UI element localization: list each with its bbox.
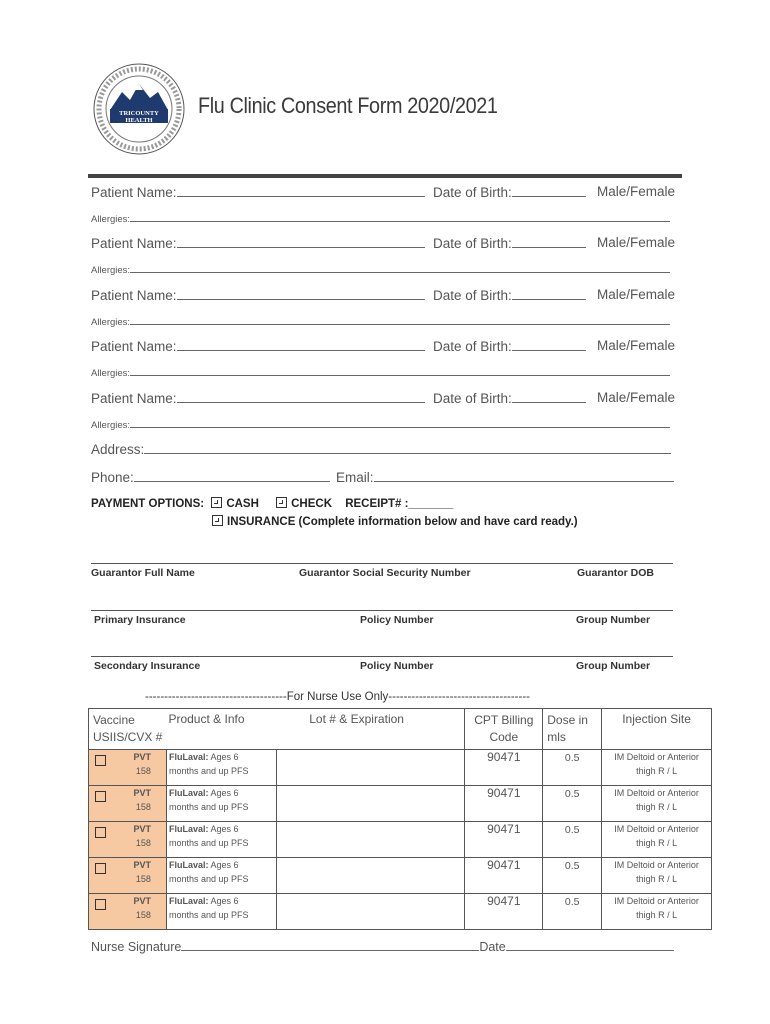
email-line[interactable] [374,469,674,482]
dose-cell: 0.5 [543,750,602,786]
sex-option[interactable]: Male/Female [597,235,676,250]
nurse-signature-line[interactable] [181,938,479,951]
vaccine-checkbox[interactable] [95,755,106,766]
nurse-table-row [89,786,712,822]
site-line-2: thigh R / L [636,838,678,848]
patient-name-line[interactable] [177,184,425,197]
nurse-date-line[interactable] [506,938,674,951]
guarantor-ssn-label: Guarantor Social Security Number [299,567,471,579]
nurse-table-row [89,858,712,894]
product-brand: FluLaval: [168,860,209,870]
tricounty-health-logo [92,62,186,156]
product-info-2: months and up PFS [168,838,249,848]
site-line-1: IM Deltoid or Anterior [614,752,699,762]
guarantor-name-label: Guarantor Full Name [91,567,195,579]
sex-option[interactable]: Male/Female [597,390,676,405]
site-line-2: thigh R / L [636,766,678,776]
vaccine-checkbox[interactable] [95,899,106,910]
patient-name-label: Patient Name: [91,236,177,251]
secondary-group-label: Group Number [576,660,651,672]
vaccine-cvx: 158 [135,766,151,776]
patient-name-line[interactable] [177,338,425,351]
patient-name-label: Patient Name: [91,391,177,406]
cpt-cell: 90471 [465,894,543,930]
allergies-label: Allergies: [91,368,131,379]
dob-row [433,338,586,354]
patient-row [91,235,425,251]
phone-line[interactable] [134,469,330,482]
vaccine-checkbox[interactable] [95,791,106,802]
cash-label: CASH [226,498,259,510]
signature-row [91,938,674,954]
guarantor-line[interactable] [91,563,673,564]
dob-row [433,235,586,251]
allergies-line[interactable] [130,366,670,376]
product-cell [166,750,276,786]
product-info-1: Ages 6 [208,896,239,906]
primary-policy-label: Policy Number [360,614,434,626]
site-header: Injection Site [602,709,712,750]
lot-cell[interactable] [276,750,465,786]
allergies-line[interactable] [130,315,670,325]
secondary-policy-label: Policy Number [360,660,434,672]
sex-option[interactable]: Male/Female [597,287,676,302]
dose-cell: 0.5 [543,822,602,858]
address-line[interactable] [144,441,671,454]
dob-line[interactable] [512,390,586,403]
allergies-label: Allergies: [91,214,131,225]
nurse-date-label: Date [479,940,506,954]
product-info-2: months and up PFS [168,802,249,812]
site-cell [602,894,712,930]
product-cell [166,894,276,930]
check-label: CHECK [291,498,332,510]
dob-line[interactable] [512,184,586,197]
allergies-row [91,366,670,379]
allergies-line[interactable] [130,263,670,273]
vaccine-cell [89,750,167,786]
product-cell [166,858,276,894]
cpt-header [465,709,543,750]
patient-row [91,184,425,200]
vaccine-cvx: 158 [135,874,151,884]
vaccine-header-line2: USIIS/CVX # [93,730,163,744]
vaccine-code: PVT [133,896,151,906]
patient-row [91,338,425,354]
email-row [336,469,674,485]
vaccine-code: PVT [133,752,151,762]
dose-cell: 0.5 [543,858,602,894]
nurse-table-header [89,709,712,750]
allergies-row [91,315,670,328]
primary-insurance-line[interactable] [91,610,673,611]
nurse-table [88,708,712,930]
product-info-2: months and up PFS [168,874,249,884]
allergies-label: Allergies: [91,420,131,431]
product-brand: FluLaval: [168,752,209,762]
page-title: Flu Clinic Consent Form 2020/2021 [198,93,498,118]
vaccine-cell [89,858,167,894]
address-label: Address: [91,442,145,457]
allergies-label: Allergies: [91,317,131,328]
lot-cell[interactable] [276,894,465,930]
site-line-1: IM Deltoid or Anterior [614,860,699,870]
vaccine-checkbox[interactable] [95,827,106,838]
insurance-checkbox[interactable] [212,515,223,526]
patient-row [91,287,425,303]
dose-header-line1: Dose in [547,713,588,727]
insurance-option [212,515,578,528]
allergies-row [91,263,670,276]
payment-label: PAYMENT OPTIONS: [91,498,205,510]
product-info-1: Ages 6 [208,860,239,870]
vaccine-checkbox[interactable] [95,863,106,874]
lot-header: Lot # & Expiration [276,709,465,750]
vaccine-cell [89,894,167,930]
dose-cell: 0.5 [543,894,602,930]
product-header: Product & Info [166,709,276,750]
site-line-2: thigh R / L [636,910,678,920]
dob-label: Date of Birth: [433,391,512,406]
vaccine-header-line1: Vaccine [93,713,135,727]
nurse-table-row [89,894,712,930]
vaccine-cell [89,786,167,822]
patient-name-line[interactable] [177,235,425,248]
product-brand: FluLaval: [168,896,209,906]
dob-line[interactable] [512,338,586,351]
dob-line[interactable] [512,235,586,248]
secondary-insurance-label: Secondary Insurance [94,660,201,672]
vaccine-code: PVT [133,824,151,834]
product-brand: FluLaval: [168,824,209,834]
patient-row [91,390,425,406]
cpt-cell: 90471 [465,750,543,786]
secondary-insurance-line[interactable] [91,656,673,657]
product-brand: FluLaval: [168,788,209,798]
lot-cell[interactable] [276,786,465,822]
svg-text:HEALTH: HEALTH [125,117,153,124]
vaccine-cell [89,822,167,858]
primary-group-label: Group Number [576,614,651,626]
patient-name-label: Patient Name: [91,185,177,200]
dob-label: Date of Birth: [433,288,512,303]
dose-header [543,709,602,750]
dob-label: Date of Birth: [433,185,512,200]
receipt-label: RECEIPT# :_______ [345,498,454,510]
allergies-line[interactable] [130,212,670,222]
site-line-1: IM Deltoid or Anterior [614,788,699,798]
vaccine-cvx: 158 [135,910,151,920]
header-rule [88,174,682,178]
check-checkbox[interactable] [276,497,287,508]
cpt-header-line1: CPT Billing [474,713,534,727]
product-cell [166,822,276,858]
vaccine-cvx: 158 [135,802,151,812]
site-cell [602,822,712,858]
address-row [91,441,671,457]
nurse-table-row [89,750,712,786]
sex-option[interactable]: Male/Female [597,338,676,353]
site-line-1: IM Deltoid or Anterior [614,896,699,906]
product-info-1: Ages 6 [208,788,239,798]
site-line-1: IM Deltoid or Anterior [614,824,699,834]
lot-cell[interactable] [276,858,465,894]
nurse-signature-label: Nurse Signature [91,940,182,954]
vaccine-code: PVT [133,860,151,870]
allergies-label: Allergies: [91,265,131,276]
phone-row [91,469,330,485]
cpt-cell: 90471 [465,822,543,858]
lot-cell[interactable] [276,822,465,858]
payment-options [91,497,453,510]
dob-row [433,390,586,406]
cash-checkbox[interactable] [211,497,222,508]
patient-name-line[interactable] [177,287,425,300]
vaccine-header [89,709,167,750]
dose-header-line2: mls [547,730,566,744]
vaccine-code: PVT [133,788,151,798]
site-cell [602,786,712,822]
product-info-2: months and up PFS [168,910,249,920]
site-line-2: thigh R / L [636,802,678,812]
product-info-1: Ages 6 [208,752,239,762]
dob-label: Date of Birth: [433,236,512,251]
product-info-1: Ages 6 [208,824,239,834]
cpt-cell: 90471 [465,858,543,894]
cpt-header-line2: Code [489,730,519,744]
product-cell [166,786,276,822]
dob-row [433,184,586,200]
nurse-use-banner: -------------------------------------For Nurse Use Only------------------------------------- [145,691,530,703]
nurse-table-row [89,822,712,858]
dose-cell: 0.5 [543,786,602,822]
vaccine-cvx: 158 [135,838,151,848]
dob-row [433,287,586,303]
patient-name-label: Patient Name: [91,288,177,303]
product-info-2: months and up PFS [168,766,249,776]
patient-name-label: Patient Name: [91,339,177,354]
allergies-row [91,418,670,431]
site-cell [602,750,712,786]
sex-option[interactable]: Male/Female [597,184,676,199]
guarantor-dob-label: Guarantor DOB [577,567,655,579]
site-cell [602,858,712,894]
allergies-row [91,212,670,225]
svg-text:TRICOUNTY: TRICOUNTY [119,110,159,117]
phone-label: Phone: [91,470,134,485]
dob-line[interactable] [512,287,586,300]
dob-label: Date of Birth: [433,339,512,354]
site-line-2: thigh R / L [636,874,678,884]
email-label: Email: [336,470,374,485]
cpt-cell: 90471 [465,786,543,822]
patient-name-line[interactable] [177,390,425,403]
insurance-label: INSURANCE (Complete information below and have card ready.) [227,516,578,528]
primary-insurance-label: Primary Insurance [94,614,186,626]
allergies-line[interactable] [130,418,670,428]
